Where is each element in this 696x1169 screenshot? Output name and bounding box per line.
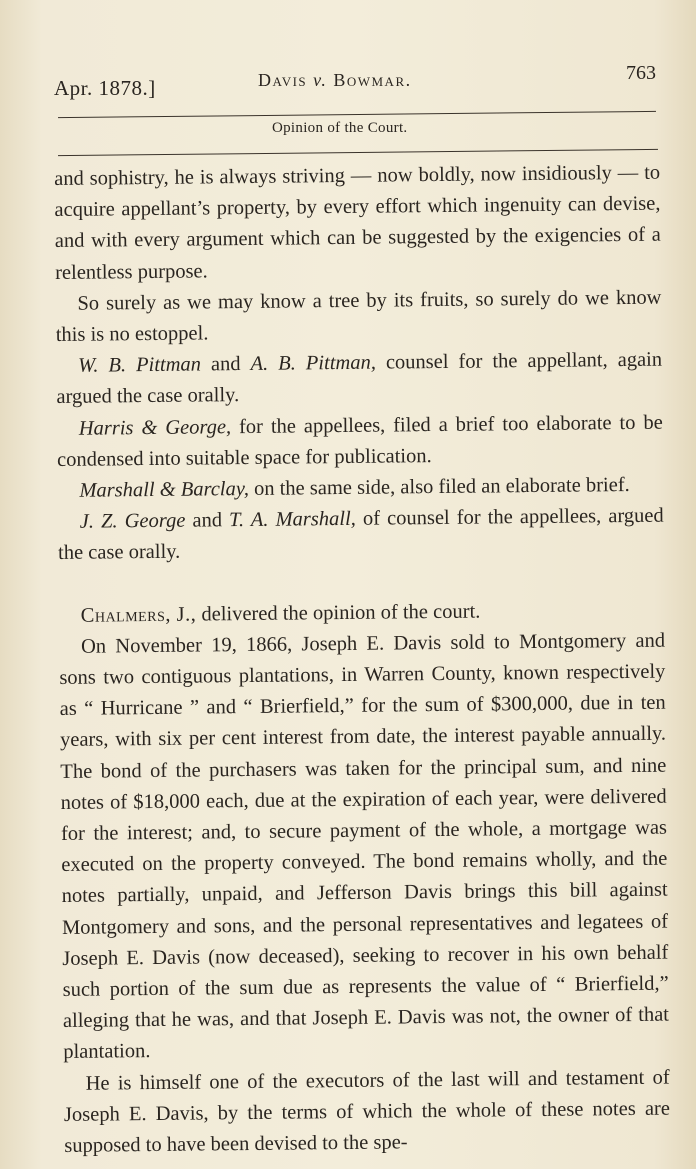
- paragraph-estoppel: So surely as we may know a tree by its fruits, so surely do we know this is no estoppel.: [55, 286, 662, 347]
- case-title-versus: v.: [313, 70, 328, 90]
- paragraph-appellee-counsel: [58, 501, 665, 570]
- case-title: [258, 70, 412, 91]
- justice-name: Chalmers, J.,: [80, 603, 197, 627]
- body-text: [54, 158, 670, 1163]
- section-title: Opinion of the Court.: [272, 120, 408, 136]
- counsel-name: A. B. Pittman,: [250, 351, 377, 376]
- term-date: Apr. 1878.]: [54, 76, 156, 100]
- opinion-intro-text: delivered the opinion of the court.: [196, 600, 481, 626]
- header-rule-bottom: [58, 149, 658, 156]
- case-title-party-2: Bowmar.: [327, 70, 412, 90]
- counsel-note: counsel for the appellant, again argued the case orally.: [56, 348, 663, 409]
- counsel-name: Harris & George,: [78, 415, 232, 440]
- paragraph-appellant-counsel: [56, 345, 663, 414]
- conjunction: and: [200, 353, 251, 376]
- page-number: 763: [626, 62, 656, 84]
- conjunction: and: [185, 509, 230, 532]
- header-rule-top: [58, 111, 656, 118]
- running-head: [54, 62, 656, 100]
- counsel-note: on the same side, also filed an elaborate brief.: [248, 474, 630, 501]
- counsel-note: of counsel for the appellees, argued the case orally.: [57, 504, 664, 565]
- counsel-note: for the appellees, filed a brief too elaborate to be condensed into suitable space for publication.: [56, 411, 663, 471]
- paragraph-appellee-brief: [57, 407, 664, 476]
- counsel-name: T. A. Marshall,: [229, 508, 356, 532]
- paragraph-continuation: and sophistry, he is always striving — now boldly, now insidiously — to acquire appellant’s property, by every effort which ingenuity can devise, and with every argument which can be suggested by the exigencies of a relentless purpose.: [54, 161, 661, 284]
- counsel-name: J. Z. George: [79, 509, 186, 533]
- case-title-party-1: Davis: [258, 70, 314, 90]
- paragraph-facts: On November 19, 1866, Joseph E. Davis sold to Montgomery and sons two contiguous plantations, in Warren County, known respectively as “ Hurricane ” and “ Brierfield,” for the sum of $300,000, due in ten years, with six per cent interest from date, the interest payable annually. The bond of the purchasers was taken for the principal sum, and nine notes of $18,000 each, due at the expiration of each year, were delivered for the interest; and, to secure payment of the whole, a mortgage was executed on the property conveyed. The bond remains wholly, and the notes partially, unpaid, and Jefferson Davis brings this bill against Montgomery and sons, and the personal representatives and legatees of Joseph E. Davis (now deceased), seeking to recover in his own behalf such portion of the sum due as represents the value of “ Brierfield,” alleging that he was, and that Joseph E. Davis was not, the owner of that plantation.: [59, 629, 670, 1064]
- counsel-name: Marshall & Barclay,: [79, 478, 250, 502]
- counsel-name: W. B. Pittman: [78, 353, 202, 377]
- paragraph-executor: He is himself one of the executors of the last will and testament of Joseph E. Davis, by the terms of which the whole of these notes are supposed to have been devised to the spe-: [63, 1066, 671, 1158]
